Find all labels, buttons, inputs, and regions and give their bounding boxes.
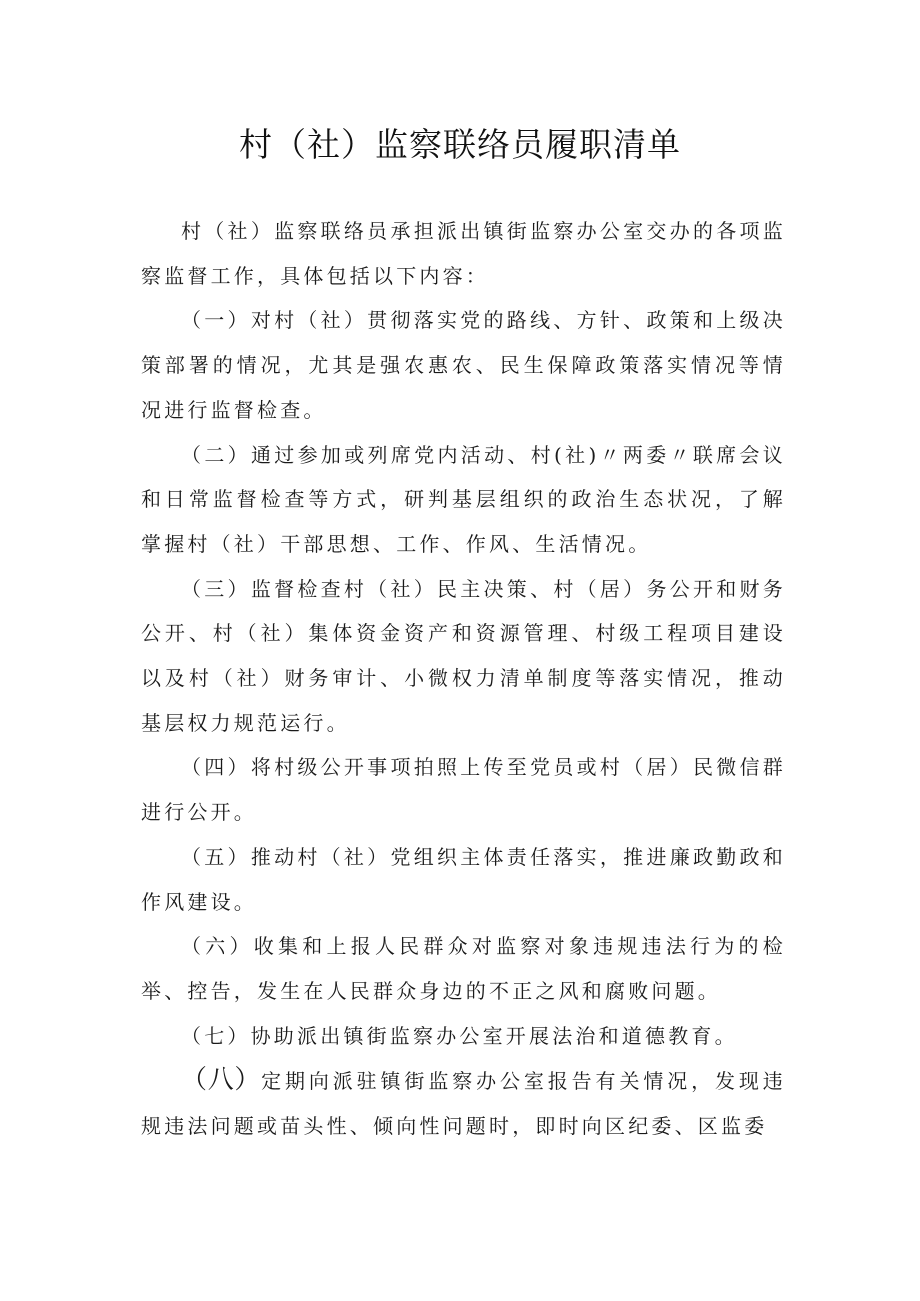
- item-text: 协助派出镇街监察办公室开展法治和道德教育。: [250, 1023, 738, 1048]
- item-paragraph-2: [141, 433, 786, 567]
- item-paragraph-8: [141, 1058, 786, 1148]
- item-paragraph-4: [141, 745, 786, 834]
- item-text: 定期向派驻镇街监察办公室报告有关情况，发现违规违法问题或苗头性、倾向性问题时，即时向区纪委、区监委: [141, 1069, 786, 1139]
- item-marker: （四）: [181, 755, 251, 780]
- item-marker: （二）: [181, 442, 251, 467]
- item-paragraph-3: [141, 567, 786, 746]
- item-marker: （五）: [181, 844, 251, 869]
- item-marker: （一）: [181, 308, 251, 333]
- item-text: 通过参加或列席党内活动、村(社)〃两委〃联席会议和日常监督检查等方式，研判基层组织的政治生态状况，了解掌握村（社）干部思想、工作、作风、生活情况。: [141, 442, 786, 556]
- item-text: 推动村（社）党组织主体责任落实，推进廉政勤政和作风建设。: [141, 844, 786, 914]
- item-text: 对村（社）贯彻落实党的路线、方针、政策和上级决策部署的情况，尤其是强农惠农、民生保障政策落实情况等情况进行监督检查。: [141, 308, 786, 422]
- intro-paragraph: 村（社）监察联络员承担派出镇街监察办公室交办的各项监察监督工作，具体包括以下内容：: [141, 219, 786, 288]
- item-text: 收集和上报人民群众对监察对象违规违法行为的检举、控告，发生在人民群众身边的不正之风和腐败问题。: [141, 934, 786, 1003]
- document-body: [141, 209, 786, 1149]
- item-paragraph-7: [141, 1014, 786, 1059]
- item-marker: （八）: [181, 1065, 262, 1096]
- item-text: 将村级公开事项拍照上传至党员或村（居）民微信群进行公开。: [141, 755, 786, 825]
- document-title: 村（社）监察联络员履职清单: [239, 125, 681, 164]
- item-marker: （七）: [181, 1023, 251, 1048]
- item-paragraph-5: [141, 835, 786, 924]
- item-marker: （六）: [181, 934, 254, 959]
- item-text: 监督检查村（社）民主决策、村（居）务公开和财务公开、村（社）集体资金资产和资源管理、村级工程项目建设以及村（社）财务审计、小微权力清单制度等落实情况，推动基层权力规范运行。: [141, 576, 786, 735]
- item-paragraph-6: [141, 924, 786, 1013]
- item-paragraph-1: [141, 298, 786, 432]
- item-marker: （三）: [181, 576, 251, 601]
